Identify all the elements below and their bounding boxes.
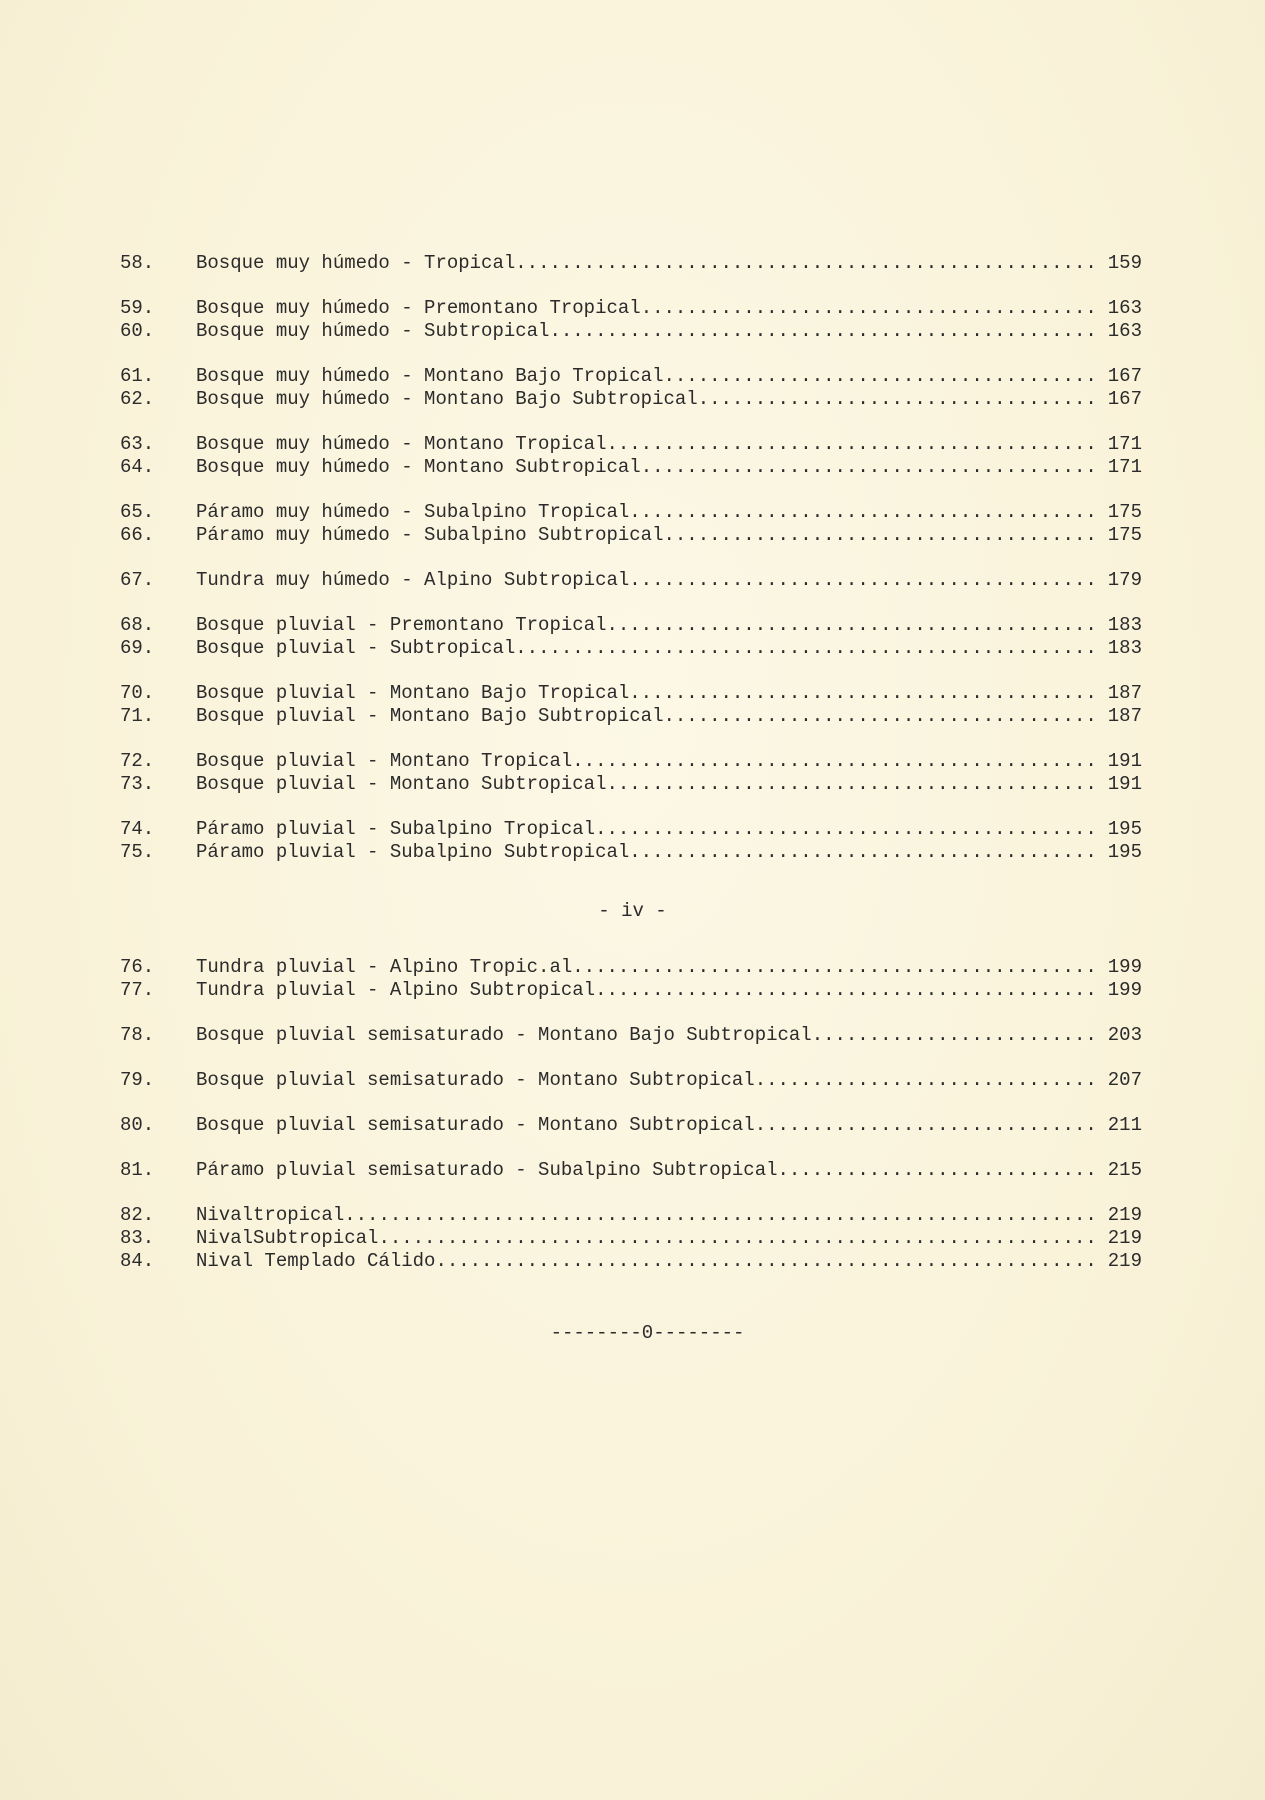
toc-leader-dots <box>572 750 1098 773</box>
toc-entry <box>120 388 1142 411</box>
toc-leader-dots <box>572 956 1098 979</box>
toc-leader-dots <box>629 501 1098 524</box>
toc-entry-title: Páramo pluvial - Subalpino Tropical <box>196 818 596 840</box>
toc-entry-number: 82. <box>120 1204 155 1226</box>
toc-entry-page: 215 <box>1107 1159 1142 1181</box>
toc-leader-dots <box>515 252 1098 275</box>
toc-entry-title: Páramo muy húmedo - Subalpino Subtropical <box>196 524 664 546</box>
toc-leader-dots <box>549 320 1098 343</box>
toc-entry-page: 191 <box>1107 773 1142 795</box>
toc-leader-dots <box>641 456 1098 479</box>
table-of-contents-part-1 <box>120 252 1142 864</box>
toc-leader-dots <box>778 1159 1099 1182</box>
toc-entry-page: 195 <box>1107 841 1142 863</box>
toc-entry-number: 66. <box>120 524 155 546</box>
toc-entry-page: 167 <box>1107 388 1142 410</box>
toc-leader-dots <box>606 433 1098 456</box>
toc-entry <box>120 637 1142 660</box>
toc-leader-dots <box>435 1250 1098 1273</box>
toc-entry-page: 219 <box>1107 1227 1142 1249</box>
toc-entry-title: Bosque pluvial - Premontano Tropical <box>196 614 607 636</box>
toc-entry-title: Bosque pluvial - Subtropical <box>196 637 516 659</box>
toc-entry <box>120 524 1142 547</box>
toc-entry <box>120 979 1142 1002</box>
toc-leader-dots <box>663 524 1098 547</box>
toc-entry-page: 211 <box>1107 1114 1142 1136</box>
toc-entry-page: 163 <box>1107 297 1142 319</box>
toc-entry-number: 79. <box>120 1069 155 1091</box>
toc-entry-number: 74. <box>120 818 155 840</box>
toc-entry-number: 61. <box>120 365 155 387</box>
toc-entry <box>120 1204 1142 1227</box>
toc-leader-dots <box>755 1114 1098 1137</box>
toc-entry-page: 187 <box>1107 705 1142 727</box>
toc-entry-page: 219 <box>1107 1204 1142 1226</box>
toc-entry <box>120 818 1142 841</box>
toc-entry-page: 207 <box>1107 1069 1142 1091</box>
toc-entry-title: Tundra muy húmedo - Alpino Subtropical <box>196 569 630 591</box>
toc-entry-title: Bosque pluvial semisaturado - Montano Subtropical <box>196 1069 755 1091</box>
toc-entry-number: 63. <box>120 433 155 455</box>
toc-entry-number: 69. <box>120 637 155 659</box>
toc-leader-dots <box>641 297 1098 320</box>
toc-entry-number: 65. <box>120 501 155 523</box>
toc-entry <box>120 614 1142 637</box>
toc-leader-dots <box>755 1069 1098 1092</box>
toc-entry-title: Bosque pluvial semisaturado - Montano Bajo Subtropical <box>196 1024 812 1046</box>
toc-entry <box>120 1159 1142 1182</box>
toc-entry-page: 183 <box>1107 614 1142 636</box>
toc-entry <box>120 750 1142 773</box>
toc-entry-page: 179 <box>1107 569 1142 591</box>
toc-entry-number: 78. <box>120 1024 155 1046</box>
toc-entry-number: 75. <box>120 841 155 863</box>
toc-entry-title: Bosque pluvial - Montano Bajo Subtropical <box>196 705 664 727</box>
toc-entry <box>120 252 1142 275</box>
toc-entry-page: 175 <box>1107 501 1142 523</box>
toc-leader-dots <box>595 818 1098 841</box>
toc-entry-page: 219 <box>1107 1250 1142 1272</box>
toc-entry-title: Bosque pluvial - Montano Tropical <box>196 750 573 772</box>
toc-entry <box>120 956 1142 979</box>
toc-entry-number: 77. <box>120 979 155 1001</box>
toc-entry-title: Bosque muy húmedo - Subtropical <box>196 320 550 342</box>
toc-entry <box>120 1069 1142 1092</box>
toc-entry-page: 171 <box>1107 433 1142 455</box>
toc-entry-number: 68. <box>120 614 155 636</box>
toc-entry-title: Bosque pluvial - Montano Subtropical <box>196 773 607 795</box>
table-of-contents-part-2 <box>120 956 1142 1273</box>
toc-entry-number: 73. <box>120 773 155 795</box>
toc-leader-dots <box>698 388 1098 411</box>
toc-entry <box>120 456 1142 479</box>
toc-entry-page: 199 <box>1107 956 1142 978</box>
toc-entry-page: 175 <box>1107 524 1142 546</box>
toc-entry-number: 58. <box>120 252 155 274</box>
toc-entry-title: Páramo pluvial semisaturado - Subalpino Subtropical <box>196 1159 778 1181</box>
toc-entry-title: Nivaltropical <box>196 1204 345 1226</box>
toc-entry-title: Bosque muy húmedo - Tropical <box>196 252 516 274</box>
toc-entry-number: 59. <box>120 297 155 319</box>
toc-leader-dots <box>663 705 1098 728</box>
toc-entry-title: Bosque muy húmedo - Montano Tropical <box>196 433 607 455</box>
toc-entry-number: 83. <box>120 1227 155 1249</box>
toc-entry <box>120 705 1142 728</box>
toc-entry-number: 64. <box>120 456 155 478</box>
toc-entry-title: Bosque pluvial semisaturado - Montano Subtropical <box>196 1114 755 1136</box>
toc-entry-page: 199 <box>1107 979 1142 1001</box>
toc-entry <box>120 320 1142 343</box>
toc-entry <box>120 682 1142 705</box>
toc-entry <box>120 1227 1142 1250</box>
toc-entry-page: 203 <box>1107 1024 1142 1046</box>
toc-entry-title: Bosque muy húmedo - Montano Subtropical <box>196 456 641 478</box>
toc-entry <box>120 501 1142 524</box>
toc-entry <box>120 569 1142 592</box>
toc-entry-title: Páramo muy húmedo - Subalpino Tropical <box>196 501 630 523</box>
page-number: - iv - <box>598 900 667 922</box>
toc-entry-title: Tundra pluvial - Alpino Tropic.al <box>196 956 573 978</box>
toc-leader-dots <box>663 365 1098 388</box>
toc-entry-page: 187 <box>1107 682 1142 704</box>
toc-entry-page: 183 <box>1107 637 1142 659</box>
toc-entry-title: Bosque pluvial - Montano Bajo Tropical <box>196 682 630 704</box>
toc-entry-number: 72. <box>120 750 155 772</box>
toc-entry-page: 167 <box>1107 365 1142 387</box>
toc-entry-title: Tundra pluvial - Alpino Subtropical <box>196 979 596 1001</box>
toc-entry <box>120 297 1142 320</box>
toc-leader-dots <box>595 979 1098 1002</box>
toc-entry-number: 71. <box>120 705 155 727</box>
toc-leader-dots <box>629 682 1098 705</box>
toc-entry-page: 191 <box>1107 750 1142 772</box>
toc-entry-page: 171 <box>1107 456 1142 478</box>
toc-entry-number: 67. <box>120 569 155 591</box>
toc-entry <box>120 365 1142 388</box>
toc-entry-title: Páramo pluvial - Subalpino Subtropical <box>196 841 630 863</box>
end-separator: --------0-------- <box>550 1322 745 1344</box>
toc-entry <box>120 433 1142 456</box>
toc-entry-number: 84. <box>120 1250 155 1272</box>
toc-entry-number: 81. <box>120 1159 155 1181</box>
toc-entry-number: 80. <box>120 1114 155 1136</box>
toc-entry <box>120 773 1142 796</box>
toc-entry-page: 163 <box>1107 320 1142 342</box>
toc-entry-title: Bosque muy húmedo - Montano Bajo Tropical <box>196 365 664 387</box>
toc-entry-title: NivalSubtropical <box>196 1227 379 1249</box>
toc-entry <box>120 841 1142 864</box>
toc-entry-page: 159 <box>1107 252 1142 274</box>
toc-entry-title: Bosque muy húmedo - Montano Bajo Subtropical <box>196 388 698 410</box>
toc-entry-number: 70. <box>120 682 155 704</box>
toc-entry <box>120 1114 1142 1137</box>
toc-leader-dots <box>606 614 1098 637</box>
toc-entry-page: 195 <box>1107 818 1142 840</box>
toc-entry <box>120 1250 1142 1273</box>
toc-entry-number: 60. <box>120 320 155 342</box>
toc-leader-dots <box>515 637 1098 660</box>
toc-leader-dots <box>606 773 1098 796</box>
toc-leader-dots <box>629 841 1098 864</box>
toc-entry <box>120 1024 1142 1047</box>
toc-leader-dots <box>629 569 1098 592</box>
toc-entry-number: 76. <box>120 956 155 978</box>
toc-leader-dots <box>378 1227 1098 1250</box>
toc-entry-title: Nival Templado Cálido <box>196 1250 436 1272</box>
toc-entry-title: Bosque muy húmedo - Premontano Tropical <box>196 297 641 319</box>
toc-leader-dots <box>812 1024 1098 1047</box>
toc-leader-dots <box>344 1204 1098 1227</box>
toc-entry-number: 62. <box>120 388 155 410</box>
